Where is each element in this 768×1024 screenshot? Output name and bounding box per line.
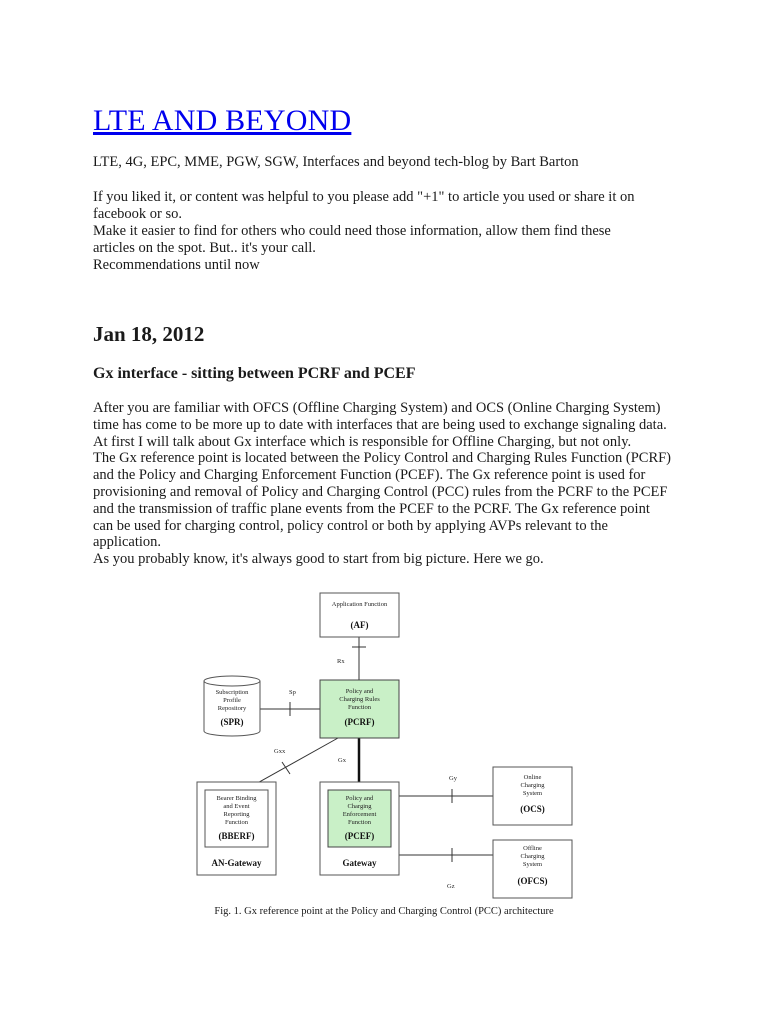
spr-database (204, 676, 260, 736)
svg-text:Charging: Charging (520, 853, 545, 860)
intro-line: articles on the spot. But.. it's your call. (93, 240, 316, 256)
svg-text:(PCEF): (PCEF) (344, 831, 375, 841)
svg-text:Policy and: Policy and (345, 688, 374, 695)
an-gateway-box (197, 782, 276, 875)
svg-text:Bearer Binding: Bearer Binding (216, 795, 257, 802)
post-date: Jan 18, 2012 (93, 322, 205, 346)
svg-text:AN-Gateway: AN-Gateway (211, 858, 262, 868)
gateway-box (320, 782, 399, 875)
gx-label: Gx (338, 757, 346, 764)
post-paragraph: As you probably know, it's always good to start from big picture. Here we go. (93, 551, 544, 568)
svg-text:Charging: Charging (347, 803, 372, 810)
svg-text:Policy and: Policy and (345, 795, 374, 802)
intro-line: If you liked it, or content was helpful to you please add "+1" to article you used or share it on (93, 189, 635, 205)
post-paragraph: The Gx reference point is located between the Policy Control and Charging Rules Function (PCRF) and the Policy and Charging Enforcement Function (PCEF). The Gx reference point is used for provisioning and removal of Policy and Charging Control (PCC) rules from the PCRF to the PCEF and the transmission of traffic plane events from the PCEF to the PCRF. The Gx reference point can be used for charging control, policy control or both by applying AVPs relevant to the application. (93, 450, 672, 551)
svg-text:System: System (522, 790, 543, 797)
svg-text:Application Function: Application Function (331, 601, 388, 608)
post-title[interactable]: Gx interface - sitting between PCRF and PCEF (93, 365, 416, 382)
blog-title-link[interactable]: LTE AND BEYOND (93, 104, 352, 137)
gxx-tick (282, 762, 290, 774)
svg-text:Profile: Profile (223, 697, 241, 704)
pcrf-box (320, 680, 399, 738)
gy-label: Gy (449, 775, 457, 782)
svg-text:Subscription: Subscription (215, 689, 249, 696)
svg-text:(OFCS): (OFCS) (517, 876, 548, 886)
pcc-architecture-diagram (190, 590, 580, 902)
svg-text:Enforcement: Enforcement (342, 811, 377, 818)
sp-label: Sp (289, 689, 296, 696)
intro-line: Make it easier to find for others who could need those information, allow them find these (93, 223, 611, 239)
intro-text (93, 189, 663, 274)
ofcs-box (493, 840, 572, 898)
rx-label: Rx (337, 658, 345, 665)
svg-text:(SPR): (SPR) (220, 717, 244, 727)
recommendations-link[interactable]: Recommendations until now (93, 257, 260, 273)
svg-text:(AF): (AF) (350, 620, 369, 630)
svg-text:System: System (522, 861, 543, 868)
svg-text:and Event: and Event (223, 803, 250, 810)
post-paragraph: After you are familiar with OFCS (Offline Charging System) and OCS (Online Charging System) time has come to be more up to date with interfaces that are being used to exchange signaling data. At first I will talk about Gx interface which is responsible for Offline Charging, but not only. (93, 400, 667, 450)
gz-label: Gz (447, 883, 455, 890)
figure-caption: Fig. 1. Gx reference point at the Policy and Charging Control (PCC) architecture (214, 906, 554, 917)
post-body (93, 400, 673, 568)
intro-line: facebook or so. (93, 206, 182, 222)
svg-text:(PCRF): (PCRF) (344, 717, 375, 727)
svg-text:Function: Function (347, 704, 372, 711)
ocs-box (493, 767, 572, 825)
svg-text:Repository: Repository (217, 705, 247, 712)
svg-text:Offline: Offline (523, 845, 542, 852)
svg-text:(OCS): (OCS) (520, 804, 545, 814)
svg-text:Charging: Charging (520, 782, 545, 789)
af-box (320, 593, 399, 637)
svg-text:Gateway: Gateway (342, 858, 377, 868)
svg-text:Reporting: Reporting (223, 811, 250, 818)
svg-text:Function: Function (224, 819, 249, 826)
svg-text:Charging Rules: Charging Rules (339, 696, 380, 703)
svg-text:Online: Online (523, 774, 542, 781)
gxx-label: Gxx (274, 748, 286, 755)
svg-text:Function: Function (347, 819, 372, 826)
blog-description: LTE, 4G, EPC, MME, PGW, SGW, Interfaces and beyond tech-blog by Bart Barton (93, 154, 579, 170)
svg-text:(BBERF): (BBERF) (218, 831, 255, 841)
